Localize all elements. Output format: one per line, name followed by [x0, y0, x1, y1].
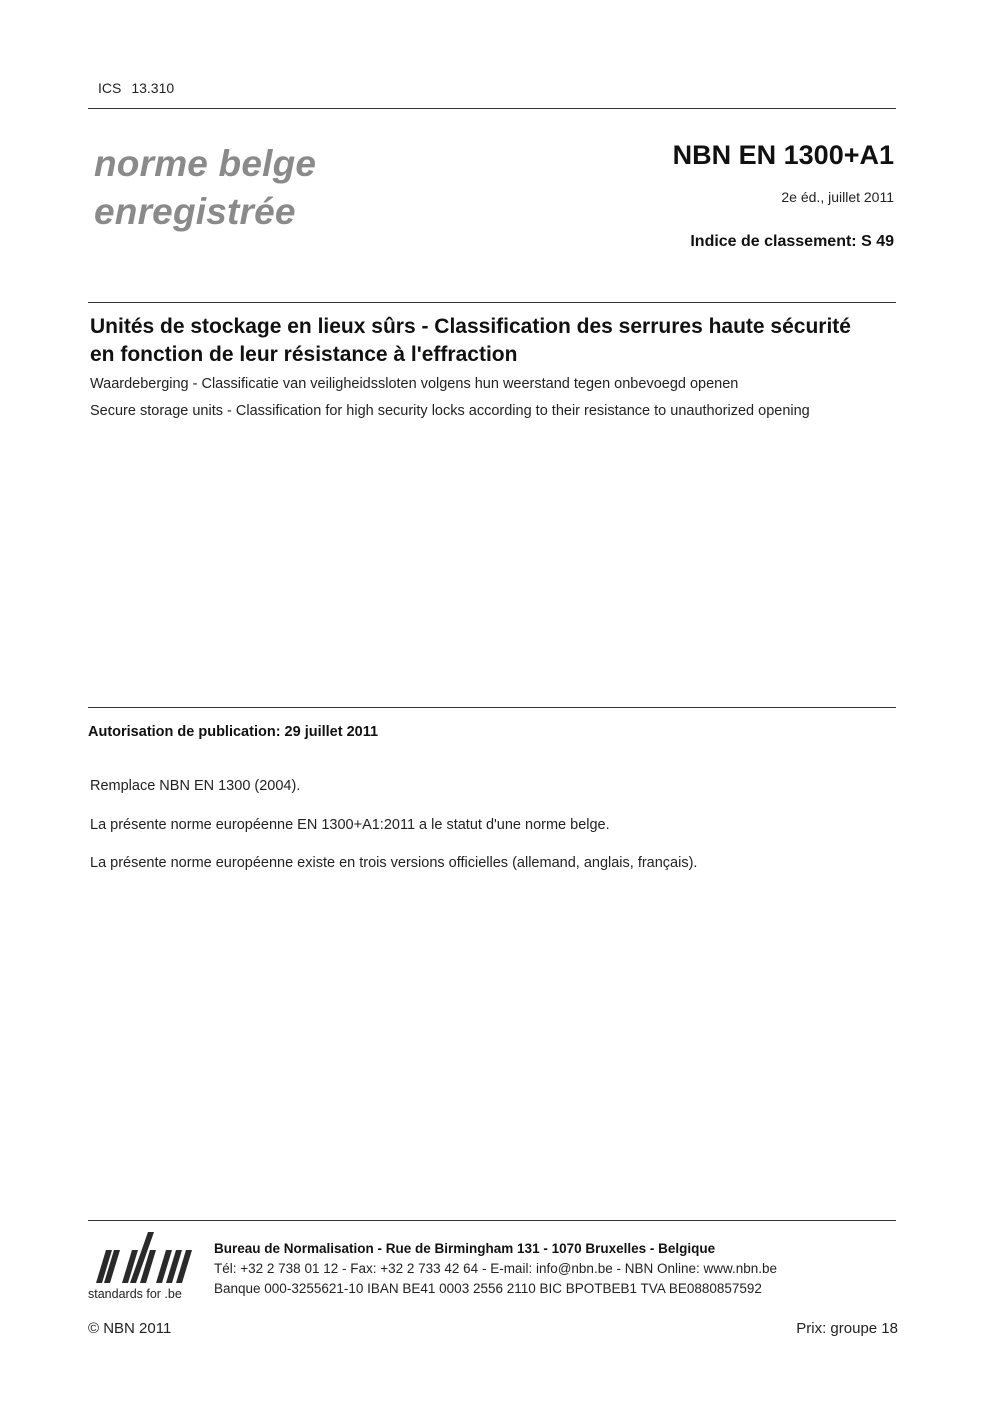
logo-tagline: standards for .be: [88, 1287, 182, 1301]
footer-divider: [88, 1220, 896, 1221]
copyright: © NBN 2011: [88, 1320, 172, 1337]
brand-title: [94, 140, 316, 236]
bank-info: Banque 000-3255621-10 IBAN BE41 0003 2556 2110 BIC BPOTBEB1 TVA BE0880857592: [214, 1281, 762, 1296]
note-replaces: Remplace NBN EN 1300 (2004).: [90, 778, 301, 794]
brand-line-2: enregistrée: [94, 191, 296, 232]
edition-date: 2e éd., juillet 2011: [781, 189, 894, 205]
brand-line-1: norme belge: [94, 143, 317, 184]
title-divider: [88, 302, 896, 303]
title-french: Unités de stockage en lieux sûrs - Classification des serrures haute sécurité en fonction de leur résistance à l'effraction: [90, 315, 851, 366]
ics-label: ICS: [98, 80, 122, 96]
nbn-logo-mark-icon: [88, 1228, 204, 1288]
publication-divider: [88, 707, 896, 708]
price-group: Prix: groupe 18: [796, 1320, 898, 1337]
note-status: La présente norme européenne EN 1300+A1:2011 a le statut d'une norme belge.: [90, 817, 610, 833]
title-english: Secure storage units - Classification for high security locks according to their resistance to unauthorized opening: [90, 403, 810, 419]
classification-index: Indice de classement: S 49: [690, 233, 894, 250]
publication-authorization: Autorisation de publication: 29 juillet 2011: [88, 724, 379, 740]
standard-id: NBN EN 1300+A1: [672, 140, 894, 170]
contact-info: Tél: +32 2 738 01 12 - Fax: +32 2 733 42 64 - E-mail: info@nbn.be - NBN Online: www.nbn.be: [214, 1261, 778, 1276]
ics-number: 13.310: [131, 80, 175, 96]
bureau-address: Bureau de Normalisation - Rue de Birmingham 131 - 1070 Bruxelles - Belgique: [214, 1241, 716, 1256]
note-versions: La présente norme européenne existe en trois versions officielles (allemand, anglais, français).: [90, 855, 698, 871]
ics-code: [98, 80, 174, 96]
title-dutch: Waardeberging - Classificatie van veiligheidssloten volgens hun weerstand tegen onbevoegd openen: [90, 376, 739, 392]
top-divider: [88, 108, 896, 109]
